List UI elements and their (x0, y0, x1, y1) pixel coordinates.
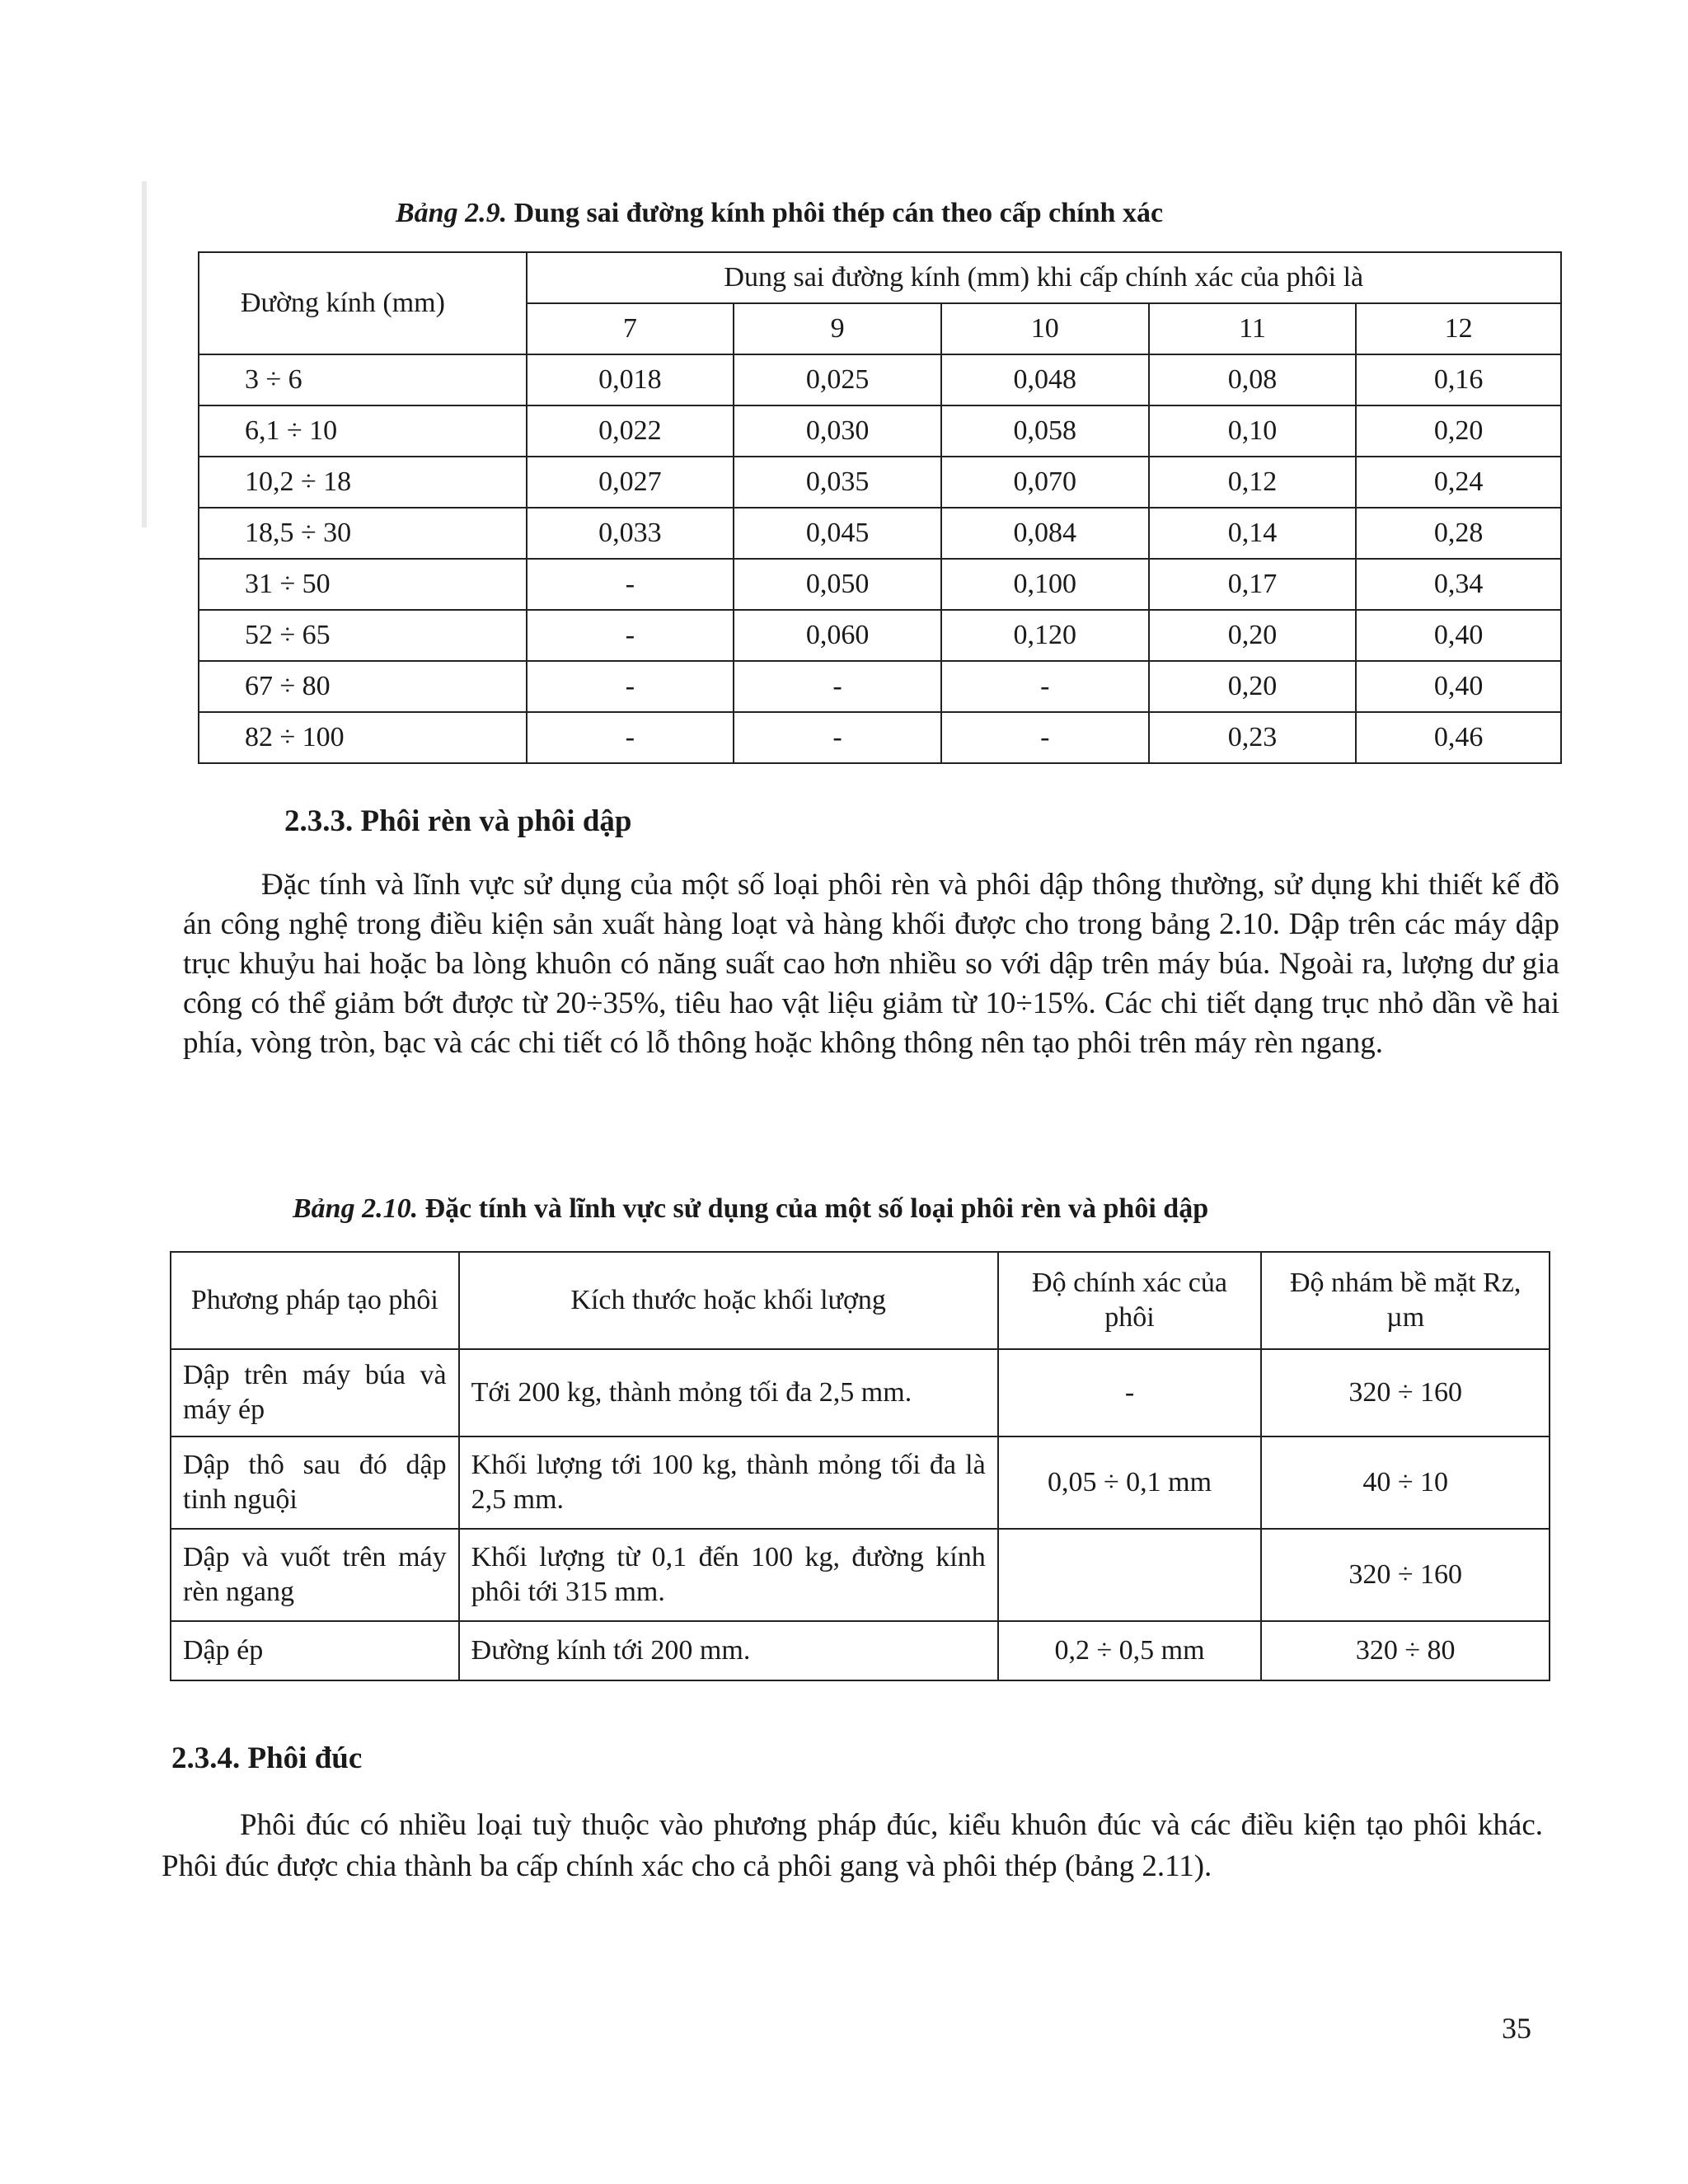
size-header: Kích thước hoặc khối lượng (459, 1252, 998, 1349)
table-row (199, 559, 1561, 610)
diameter-cell: 31 ÷ 50 (199, 559, 527, 610)
tolerance-cell: 0,23 (1149, 712, 1357, 763)
diameter-cell: 18,5 ÷ 30 (199, 508, 527, 559)
caption-label: Bảng 2.9. (396, 198, 508, 228)
tolerance-cell: 0,027 (527, 457, 734, 508)
table-row (199, 508, 1561, 559)
accuracy-cell: 0,2 ÷ 0,5 mm (998, 1621, 1262, 1680)
tolerance-cell: 0,045 (734, 508, 941, 559)
tolerance-cell: 0,12 (1149, 457, 1357, 508)
tolerance-cell: 0,100 (941, 559, 1149, 610)
size-cell: Khối lượng từ 0,1 đến 100 kg, đường kính phôi tới 315 mm. (459, 1529, 998, 1621)
table-row (171, 1529, 1550, 1621)
diameter-cell: 82 ÷ 100 (199, 712, 527, 763)
caption-title: Đặc tính và lĩnh vực sử dụng của một số loại phôi rèn và phôi dập (424, 1193, 1209, 1224)
tolerance-cell: 0,10 (1149, 405, 1357, 457)
tolerance-cell: 0,20 (1149, 610, 1357, 661)
roughness-cell: 40 ÷ 10 (1261, 1436, 1550, 1529)
tolerance-cell: - (734, 712, 941, 763)
section-heading-2-3-3: 2.3.3. Phôi rèn và phôi dập (284, 804, 632, 838)
tolerance-cell: 0,018 (527, 354, 734, 405)
tolerance-cell: 0,120 (941, 610, 1149, 661)
tolerance-cell: - (527, 661, 734, 712)
grade-header: 12 (1356, 303, 1561, 354)
method-cell: Dập thô sau đó dập tinh nguội (171, 1436, 459, 1529)
tolerance-cell: 0,24 (1356, 457, 1561, 508)
table-row (171, 1436, 1550, 1529)
size-cell: Đường kính tới 200 mm. (459, 1621, 998, 1680)
tolerance-cell: 0,20 (1149, 661, 1357, 712)
tolerance-cell: 0,048 (941, 354, 1149, 405)
table-row (199, 354, 1561, 405)
diameter-cell: 52 ÷ 65 (199, 610, 527, 661)
diameter-cell: 6,1 ÷ 10 (199, 405, 527, 457)
tolerance-cell: 0,070 (941, 457, 1149, 508)
tolerance-cell: 0,022 (527, 405, 734, 457)
tolerance-cell: 0,033 (527, 508, 734, 559)
table-2-9-caption (396, 198, 1163, 229)
accuracy-header: Độ chính xác của phôi (998, 1252, 1262, 1349)
grade-header: 10 (941, 303, 1149, 354)
tolerance-cell: - (941, 661, 1149, 712)
tolerance-cell: 0,34 (1356, 559, 1561, 610)
tolerance-cell: 0,20 (1356, 405, 1561, 457)
accuracy-cell: - (998, 1349, 1262, 1436)
section-2-3-4-paragraph: Phôi đúc có nhiều loại tuỳ thuộc vào phương pháp đúc, kiểu khuôn đúc và các điều kiện tạo phôi khác. Phôi đúc được chia thành ba cấp chính xác cho cả phôi gang và phôi thép (bảng 2.11). (162, 1808, 1543, 1883)
diameter-cell: 10,2 ÷ 18 (199, 457, 527, 508)
accuracy-cell (998, 1529, 1262, 1621)
page-number: 35 (1502, 2012, 1531, 2045)
size-cell: Khối lượng tới 100 kg, thành mỏng tối đa là 2,5 mm. (459, 1436, 998, 1529)
table-row (171, 1621, 1550, 1680)
table-2-10 (170, 1251, 1550, 1681)
tolerance-cell: - (527, 712, 734, 763)
size-cell: Tới 200 kg, thành mỏng tối đa 2,5 mm. (459, 1349, 998, 1436)
tolerance-group-header: Dung sai đường kính (mm) khi cấp chính xác của phôi là (527, 252, 1561, 303)
grade-header: 7 (527, 303, 734, 354)
tolerance-cell: - (734, 661, 941, 712)
tolerance-cell: - (527, 610, 734, 661)
tolerance-cell: - (527, 559, 734, 610)
method-cell: Dập và vuốt trên máy rèn ngang (171, 1529, 459, 1621)
table-row (199, 712, 1561, 763)
caption-label: Bảng 2.10. (293, 1193, 419, 1224)
caption-title: Dung sai đường kính phôi thép cán theo cấp chính xác (513, 198, 1164, 228)
tolerance-cell: 0,084 (941, 508, 1149, 559)
tolerance-cell: 0,40 (1356, 610, 1561, 661)
tolerance-cell: 0,050 (734, 559, 941, 610)
diameter-cell: 67 ÷ 80 (199, 661, 527, 712)
grade-header: 11 (1149, 303, 1357, 354)
tolerance-cell: 0,060 (734, 610, 941, 661)
tolerance-cell: 0,035 (734, 457, 941, 508)
table-row (199, 661, 1561, 712)
diameter-cell: 3 ÷ 6 (199, 354, 527, 405)
roughness-header-text: Độ nhám bề mặt Rz, µm (1289, 1267, 1522, 1333)
roughness-header (1261, 1252, 1550, 1349)
method-cell: Dập trên máy búa và máy ép (171, 1349, 459, 1436)
roughness-cell: 320 ÷ 160 (1261, 1349, 1550, 1436)
table-row (171, 1349, 1550, 1436)
grade-header: 9 (734, 303, 941, 354)
roughness-cell: 320 ÷ 160 (1261, 1529, 1550, 1621)
tolerance-cell: 0,28 (1356, 508, 1561, 559)
accuracy-cell: 0,05 ÷ 0,1 mm (998, 1436, 1262, 1529)
table-2-9 (198, 251, 1562, 764)
tolerance-cell: 0,08 (1149, 354, 1357, 405)
tolerance-cell: 0,17 (1149, 559, 1357, 610)
tolerance-cell: 0,14 (1149, 508, 1357, 559)
tolerance-cell: - (941, 712, 1149, 763)
tolerance-cell: 0,46 (1356, 712, 1561, 763)
section-2-3-3-paragraph: Đặc tính và lĩnh vực sử dụng của một số loại phôi rèn và phôi dập thông thường, sử dụng khi thiết kế đồ án công nghệ trong điều kiện sản xuất hàng loạt và hàng khối được cho trong bảng 2.10. Dập trên các máy dập trục khuỷu hai hoặc ba lòng khuôn có năng suất cao hơn nhiều so với dập trên máy búa. Ngoài ra, lượng dư gia công có thể giảm bớt được từ 20÷35%, tiêu hao vật liệu giảm từ 10÷15%. Các chi tiết dạng trục nhỏ dần về hai phía, vòng tròn, bạc và các chi tiết có lỗ thông hoặc không thông nên tạo phôi trên máy rèn ngang. (183, 868, 1559, 1060)
diameter-header: Đường kính (mm) (199, 252, 527, 354)
tolerance-cell: 0,16 (1356, 354, 1561, 405)
roughness-cell: 320 ÷ 80 (1261, 1621, 1550, 1680)
tolerance-cell: 0,058 (941, 405, 1149, 457)
binding-shadow (142, 181, 147, 527)
tolerance-cell: 0,030 (734, 405, 941, 457)
tolerance-cell: 0,40 (1356, 661, 1561, 712)
section-heading-2-3-4: 2.3.4. Phôi đúc (171, 1741, 363, 1775)
table-row (199, 405, 1561, 457)
table-row (199, 457, 1561, 508)
table-row (199, 610, 1561, 661)
method-cell: Dập ép (171, 1621, 459, 1680)
table-2-10-caption (293, 1193, 1208, 1225)
method-header: Phương pháp tạo phôi (171, 1252, 459, 1349)
tolerance-cell: 0,025 (734, 354, 941, 405)
